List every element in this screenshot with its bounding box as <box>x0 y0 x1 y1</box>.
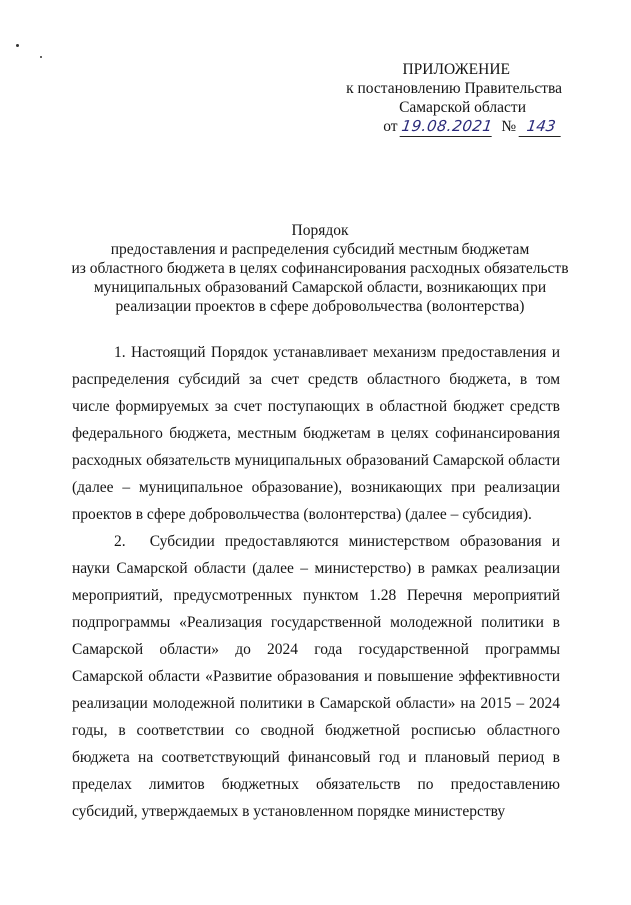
appendix-signature-line <box>346 117 562 137</box>
document-title <box>60 221 580 316</box>
appendix-heading: ПРИЛОЖЕНИЕ <box>402 61 510 78</box>
appendix-line-2: Самарской области <box>399 99 526 116</box>
handwritten-number: 143 <box>519 117 564 137</box>
title-line-5: реализации проектов в сфере добровольчества (волонтерства) <box>115 298 525 315</box>
scan-speck <box>16 44 19 47</box>
paragraph-2 <box>72 528 560 825</box>
scan-speck <box>40 56 42 58</box>
paragraph-1 <box>72 339 560 528</box>
title-line-3: из областного бюджета в целях софинансирования расходных обязательств <box>71 260 569 277</box>
appendix-block <box>346 60 562 137</box>
paragraph-2-number: 2. <box>114 533 126 550</box>
handwritten-date: 19.08.2021 <box>400 117 495 135</box>
title-line-1: Порядок <box>291 222 349 239</box>
title-line-2: предоставления и распределения субсидий местным бюджетам <box>110 241 530 258</box>
title-line-4: муниципальных образований Самарской области, возникающих при <box>93 279 547 296</box>
number-prefix: № <box>501 118 517 135</box>
paragraph-2-text: Субсидии предоставляются министерством образования и науки Самарской области (далее – министерство) в рамках реализации мероприятий, предусмотренных пунктом 1.28 Перечня мероприятий подпрограммы «Реализация государственной молодежной политики в Самарской области» до 2024 года государственной программы Самарской области «Развитие образования и повышение эффективности реализации молодежной политики в Самарской области» на 2015 – 2024 годы, в соответствии со сводной бюджетной росписью областного бюджета на соответствующий финансовый год и плановый период в пределах лимитов бюджетных обязательств по предоставлению субсидий, утверждаемых в установленном порядке министерству <box>72 533 560 820</box>
document-body <box>72 339 560 825</box>
appendix-line-1: к постановлению Правительства <box>346 80 562 97</box>
date-prefix: от <box>383 118 398 135</box>
paragraph-1-number: 1. <box>114 344 126 361</box>
paragraph-1-text: Настоящий Порядок устанавливает механизм предоставления и распределения субсидий за счет средств областного бюджета, в том числе формируемых за счет поступающих в областной бюджет средств федерального бюджета, местным бюджетам в целях софинансирования расходных обязательств муниципальных образований Самарской области (далее – муниципальное образование), возникающих при реализации проектов в сфере добровольчества (волонтерства) (далее – субсидия). <box>72 344 561 523</box>
